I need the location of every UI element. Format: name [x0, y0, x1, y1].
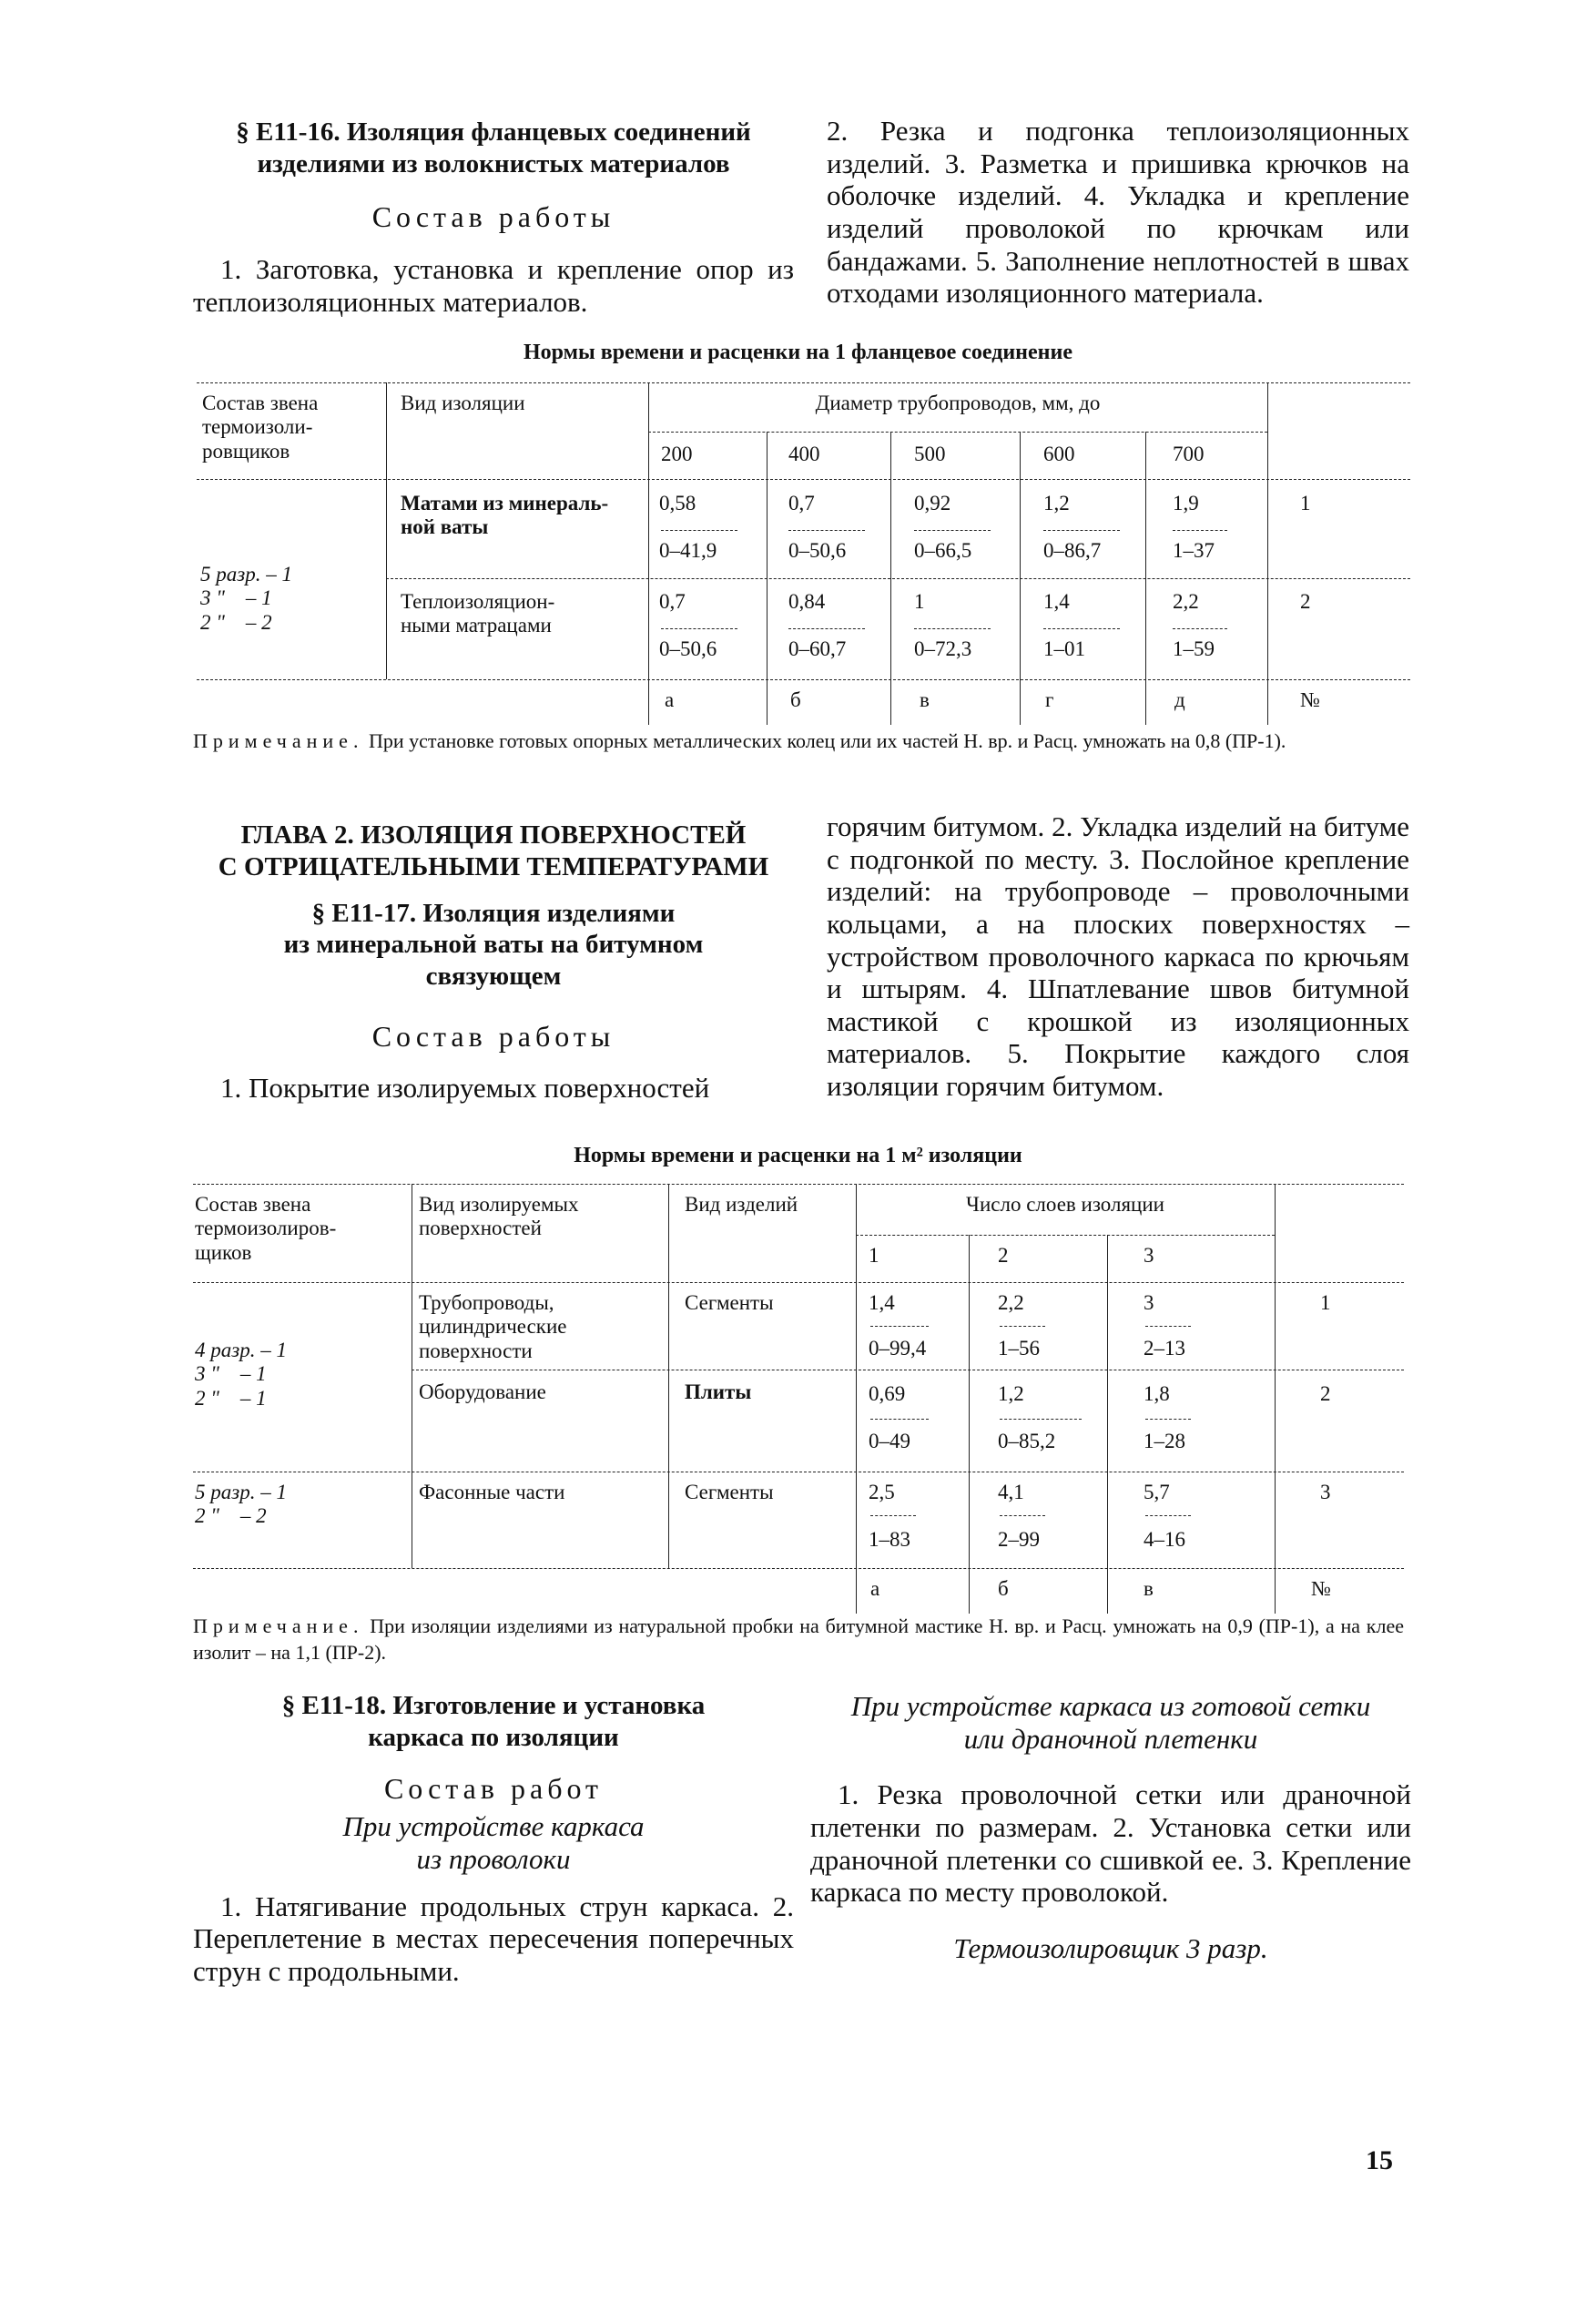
- diameter-col: 400: [788, 443, 820, 465]
- cell-time: 1,4: [869, 1291, 895, 1314]
- section-title: § Е11-18. Изготовление и установка каркаса по изоляции: [281, 1691, 706, 1752]
- body-text: 1. Натягивание продольных струн каркаса. 2. Переплетение в местах пересечения поперечных струн с продольными.: [193, 1889, 794, 1987]
- cell-time: 4,1: [998, 1481, 1024, 1503]
- body-text: 1. Покрытие изолируемых поверхностей: [220, 1071, 710, 1104]
- diameter-col: 500: [914, 443, 946, 465]
- cell-time: 5,7: [1144, 1481, 1170, 1503]
- column-letter: а: [665, 688, 675, 711]
- cell-rate: 4–16: [1144, 1528, 1185, 1551]
- worker-grade: Термоизолировщик 3 разр.: [953, 1931, 1268, 1964]
- cell-time: 1,4: [1043, 590, 1070, 613]
- chapter-title: ГЛАВА 2. ИЗОЛЯЦИЯ ПОВЕРХНОСТЕЙ С ОТРИЦАТЕЛЬНЫМИ ТЕМПЕРАТУРАМИ: [218, 820, 769, 881]
- header-insulation-type: Вид изоляции: [401, 392, 525, 414]
- section-e11-18-left: [193, 1690, 794, 1988]
- cell-rate: 0–41,9: [659, 539, 717, 562]
- body-text: 1. Заготовка, установка и крепление опор из теплоизоляционных материалов.: [193, 253, 794, 319]
- row-number: 2: [1300, 590, 1311, 613]
- cell-rate: 0–86,7: [1043, 539, 1102, 562]
- row-type: Теплоизоляцион- ными матрацами: [401, 590, 555, 637]
- header-layers: Число слоев изоляции: [966, 1193, 1164, 1216]
- crew-composition: 5 разр. – 1 2 " – 2: [195, 1481, 287, 1528]
- column-letter: а: [870, 1577, 880, 1600]
- row-type: Матами из минераль- ной ваты: [401, 492, 609, 539]
- diameter-col: 200: [661, 443, 693, 465]
- cell-time: 2,5: [869, 1481, 895, 1503]
- row-product: Плиты: [685, 1380, 752, 1403]
- table-caption: Нормы времени и расценки на 1 фланцевое соединение: [524, 341, 1072, 364]
- column-letter: б: [998, 1577, 1009, 1600]
- layer-col: 1: [869, 1244, 879, 1267]
- page-number: 15: [1366, 2145, 1393, 2175]
- cell-rate: 0–50,6: [788, 539, 847, 562]
- layer-col: 3: [1144, 1244, 1154, 1267]
- diameter-col: 700: [1173, 443, 1205, 465]
- section-e11-16-left: [193, 117, 794, 319]
- table-note: Примечание. При установке готовых опорных металлических колец или их частей Н. вр. и Расц. умножать на 0,8 (ПР-1).: [193, 729, 1286, 752]
- row-number: 3: [1320, 1481, 1331, 1503]
- number-column-label: №: [1300, 688, 1320, 711]
- cell-time: 1,8: [1144, 1382, 1170, 1405]
- cell-rate: 1–37: [1173, 539, 1215, 562]
- cell-rate: 2–13: [1144, 1337, 1185, 1360]
- header-product: Вид изделий: [685, 1193, 798, 1216]
- method-subheading: При устройстве каркаса из готовой сетки или драночной плетенки: [850, 1690, 1371, 1755]
- cell-rate: 1–01: [1043, 637, 1085, 660]
- header-crew: Состав звена термоизолиров- щиков: [195, 1193, 337, 1264]
- cell-rate: 0–50,6: [659, 637, 717, 660]
- layer-col: 2: [998, 1244, 1009, 1267]
- section-e11-18-right: [810, 1690, 1411, 1964]
- cell-rate: 0–85,2: [998, 1430, 1056, 1452]
- section-subtitle: Состав работы: [371, 1019, 615, 1053]
- cell-time: 2,2: [1173, 590, 1199, 613]
- cell-time: 1,2: [1043, 492, 1070, 514]
- table-caption: Нормы времени и расценки на 1 м² изоляции: [574, 1144, 1022, 1167]
- cell-rate: 0–66,5: [914, 539, 972, 562]
- body-text: 1. Резка проволочной сетки или драночной плетенки по размерам. 2. Установка сетки или драночной плетенки со сшивкой ее. 3. Крепление каркаса по месту проволокой.: [810, 1778, 1411, 1909]
- column-letter: б: [790, 688, 801, 711]
- cell-rate: 0–49: [869, 1430, 910, 1452]
- cell-rate: 1–28: [1144, 1430, 1185, 1452]
- cell-time: 0,69: [869, 1382, 906, 1405]
- row-number: 1: [1300, 492, 1311, 514]
- section-e11-17-left: [193, 820, 794, 1104]
- section-title: § Е11-16. Изоляция фланцевых соединений изделиями из волокнистых материалов: [236, 117, 751, 178]
- method-subheading: При устройстве каркаса из проволоки: [342, 1810, 645, 1876]
- cell-time: 2,2: [998, 1291, 1024, 1314]
- row-number: 1: [1320, 1291, 1331, 1314]
- cell-rate: 0–99,4: [869, 1337, 927, 1360]
- cell-time: 1: [914, 590, 925, 613]
- column-letter: в: [920, 688, 930, 711]
- cell-time: 0,92: [914, 492, 951, 514]
- column-letter: в: [1144, 1577, 1154, 1600]
- table-note: Примечание. При изоляции изделиями из натуральной пробки на битумной мастике Н. вр. и Расц. умножать на 0,9 (ПР-1), а на клее изолит – на 1,1 (ПР-2).: [193, 1614, 1404, 1664]
- cell-rate: 1–83: [869, 1528, 910, 1551]
- row-product: Сегменты: [685, 1291, 774, 1314]
- cell-time: 3: [1144, 1291, 1154, 1314]
- cell-time: 1,9: [1173, 492, 1199, 514]
- row-surface: Фасонные части: [419, 1481, 565, 1503]
- crew-composition: 5 разр. – 1 3 " – 1 2 " – 2: [200, 563, 292, 634]
- cell-time: 0,84: [788, 590, 826, 613]
- header-crew: Состав звена термоизоли- ровщиков: [202, 392, 319, 463]
- cell-rate: 1–59: [1173, 637, 1215, 660]
- column-letter: г: [1045, 688, 1054, 711]
- header-diameter: Диаметр трубопроводов, мм, до: [815, 392, 1101, 414]
- diameter-col: 600: [1043, 443, 1075, 465]
- row-number: 2: [1320, 1382, 1331, 1405]
- cell-time: 0,58: [659, 492, 696, 514]
- section-subtitle: Состав работы: [371, 199, 615, 233]
- section-e11-16-right: 2. Резка и подгонка теплоизоляционных изделий. 3. Разметка и пришивка крючков на оболочке изделий. 4. Укладка и крепление изделий проволокой по крючкам или бандажами. 5. Заполнение неплотностей в швах отходами изоляционного материала.: [827, 115, 1409, 310]
- row-surface: Трубопроводы, цилиндрические поверхности: [419, 1291, 567, 1362]
- cell-rate: 1–56: [998, 1337, 1040, 1360]
- crew-composition: 4 разр. – 1 3 " – 1 2 " – 1: [195, 1339, 287, 1410]
- column-letter: д: [1174, 688, 1185, 711]
- header-surface: Вид изолируемых поверхностей: [419, 1193, 579, 1240]
- cell-time: 0,7: [659, 590, 686, 613]
- cell-rate: 0–72,3: [914, 637, 972, 660]
- section-subtitle: Состав работ: [383, 1771, 604, 1805]
- number-column-label: №: [1311, 1577, 1331, 1600]
- cell-time: 1,2: [998, 1382, 1024, 1405]
- row-surface: Оборудование: [419, 1380, 546, 1403]
- cell-time: 0,7: [788, 492, 815, 514]
- cell-rate: 2–99: [998, 1528, 1040, 1551]
- section-title: § Е11-17. Изоляция изделиями из минеральной ваты на битумном связующем: [283, 898, 704, 992]
- row-product: Сегменты: [685, 1481, 774, 1503]
- section-e11-17-right: горячим битумом. 2. Укладка изделий на битуме с подгонкой по месту. 3. Послойное крепление изделий: на трубопроводе – проволочными кольцами, а на плоских поверхностях – устройством проволочного каркаса по крючьям и штырям. 4. Шпатлевание швов битумной мастикой с крошкой из изоляционных материалов. 5. Покрытие каждого слоя изоляции горячим битумом.: [827, 810, 1409, 1103]
- cell-rate: 0–60,7: [788, 637, 847, 660]
